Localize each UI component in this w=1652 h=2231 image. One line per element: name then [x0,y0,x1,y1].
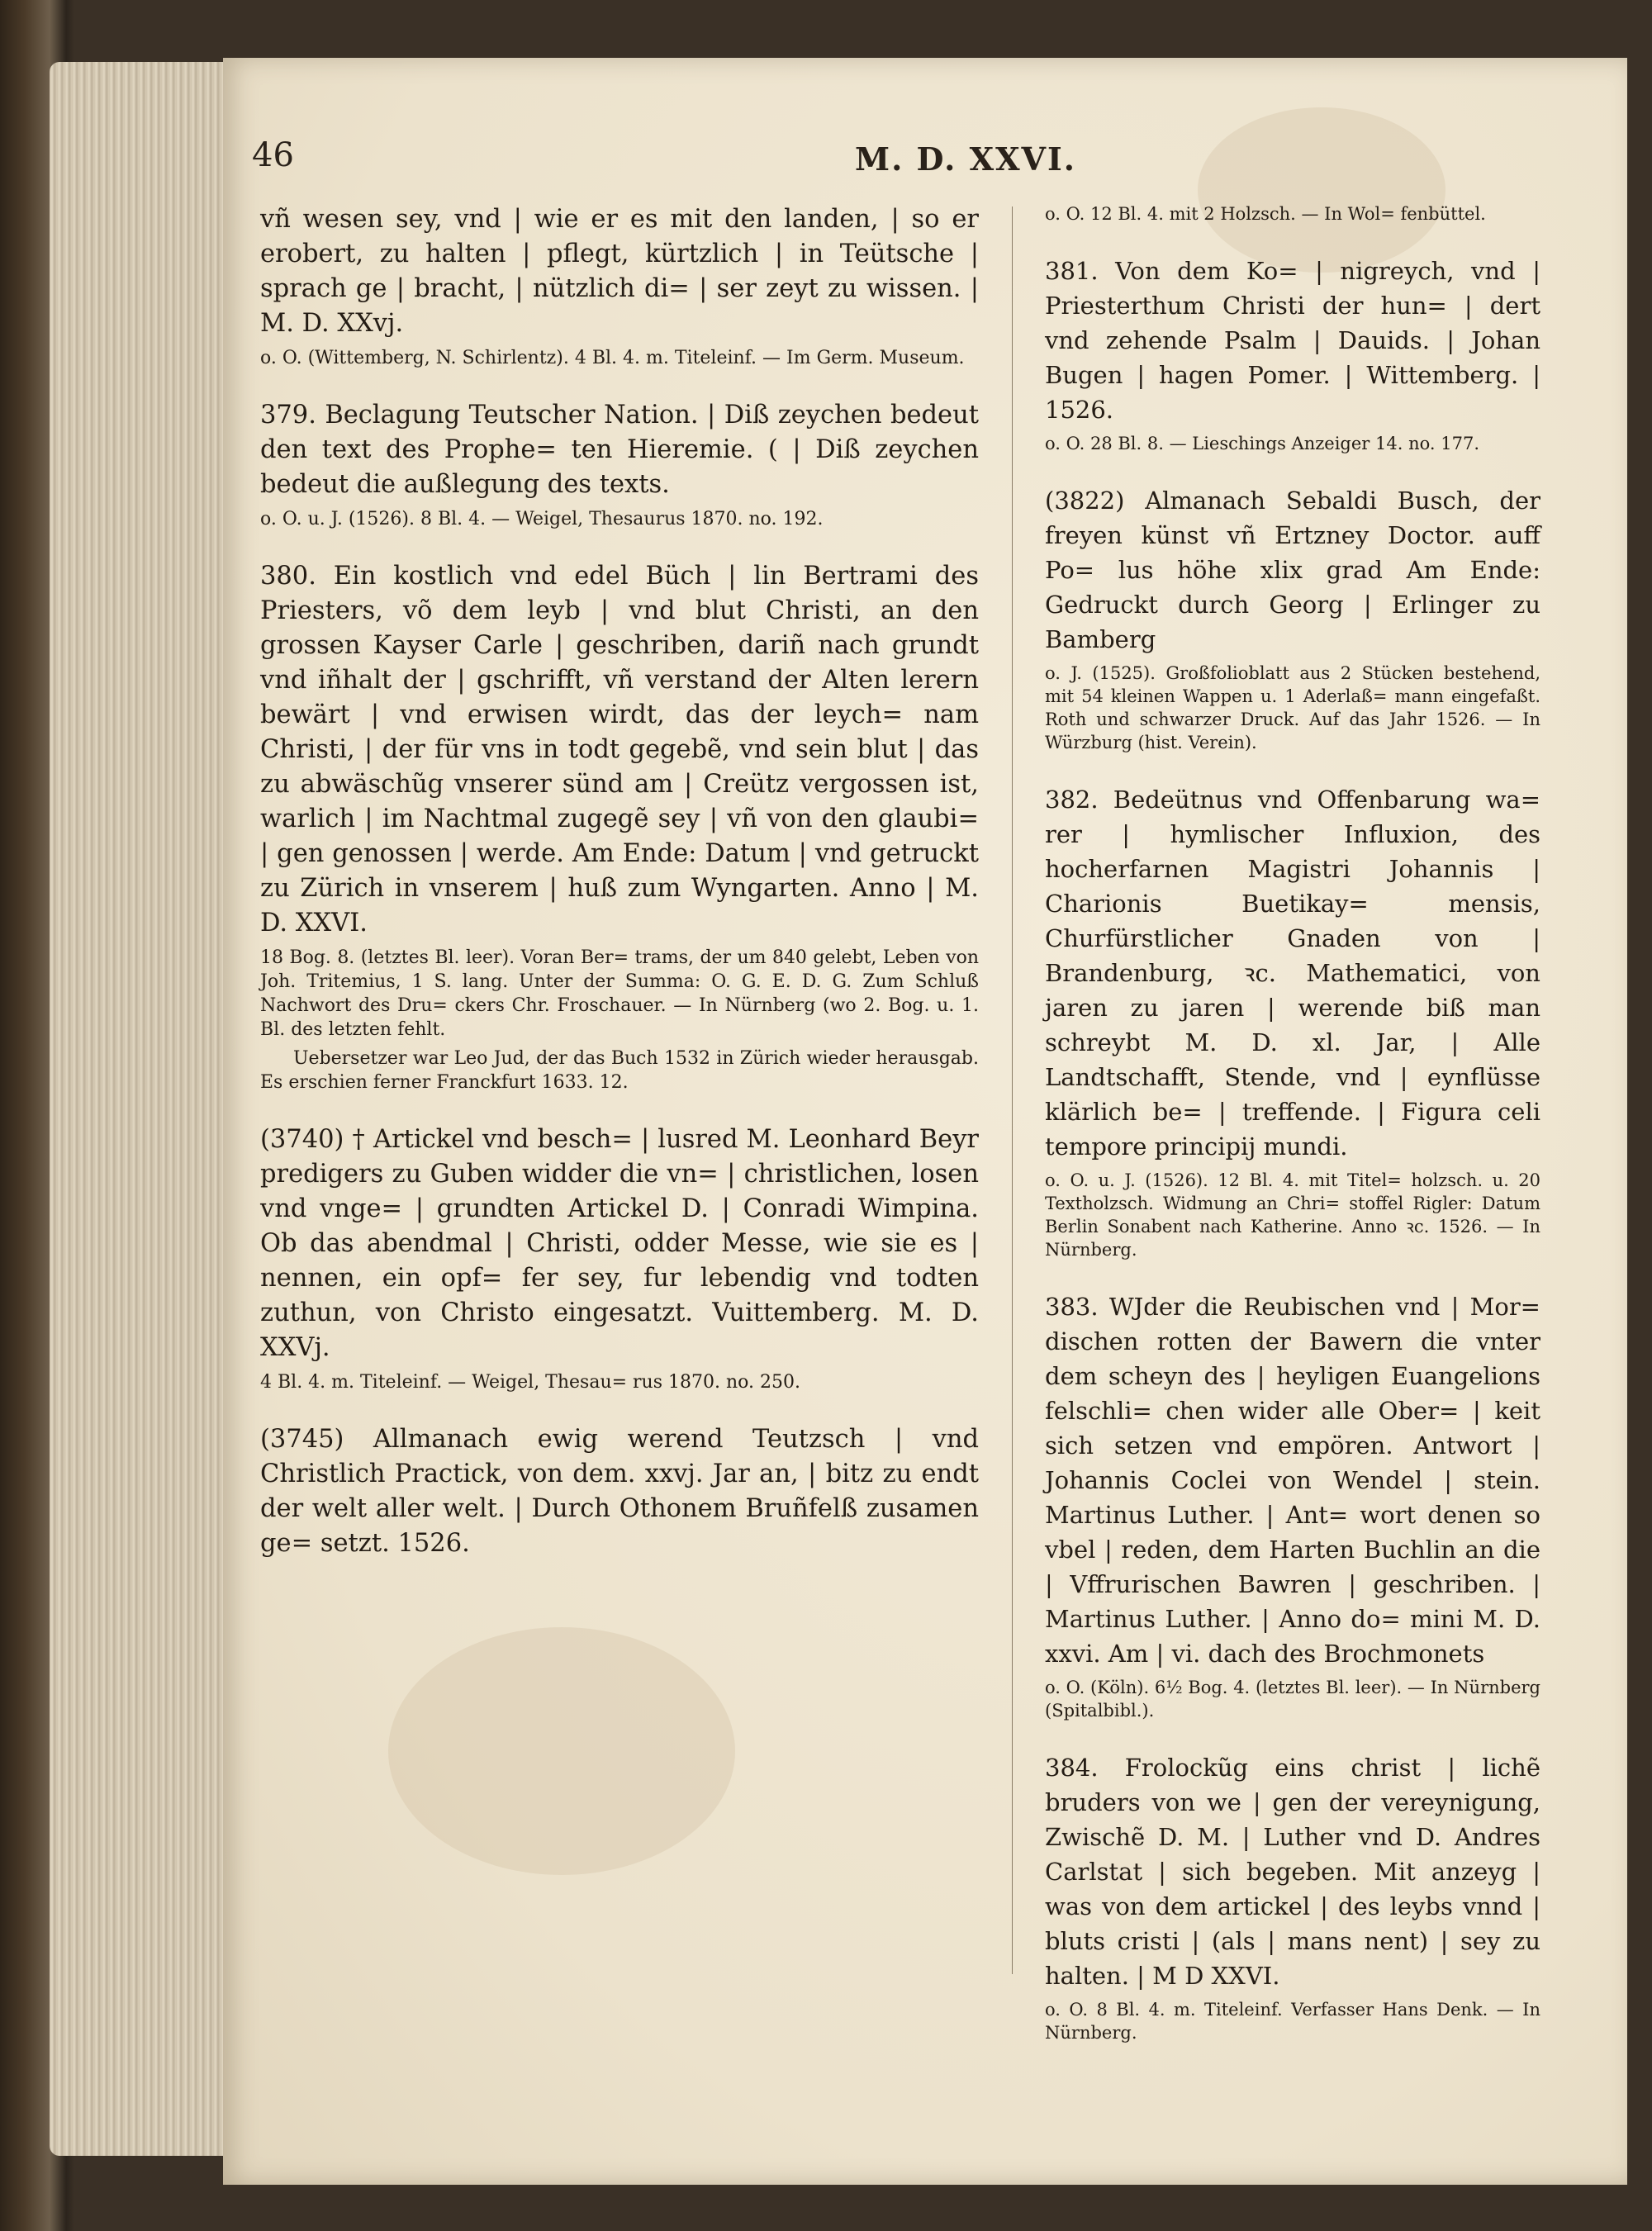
entry [1045,782,1540,1261]
entry-text: vñ wesen sey, vnd | wie er es mit den landen, | so er erobert, zu halten | pflegt, kürtzlich | in Teütsche | sprach ge | bracht, | nützlich di= | ser zeyt zu wissen. | M. D. XXvj. [260,205,979,338]
entry [1045,1289,1540,1722]
entry-note: o. J. (1525). Großfolioblatt aus 2 Stücken bestehend, mit 54 kleinen Wappen u. 1 Aderlaß= mann eingefaßt. Roth und schwarzer Druck. Auf das Jahr 1526. — In Würzburg (hist. Verein). [1045,663,1540,752]
entry [260,202,979,370]
page-edges [50,62,223,2156]
running-head: M. D. XXVI. [855,140,1077,178]
entry-note: o. O. u. J. (1526). 8 Bl. 4. — Weigel, Thesaurus 1870. no. 192. [260,509,824,529]
left-column [260,202,979,1589]
entry [1045,202,1540,225]
entry [260,1422,979,1561]
entry-note: o. O. u. J. (1526). 12 Bl. 4. mit Titel= holzsch. u. 20 Textholzsch. Widmung an Chri= stoffel Rigler: Datum Berlin Sonabent nach Katherine. Anno ꝛc. 1526. — In Nürnberg. [1045,1170,1540,1260]
entry [1045,1750,1540,2044]
entry-note: o. O. 28 Bl. 8. — Lieschings Anzeiger 14. no. 177. [1045,434,1479,453]
entry-text: (3822) Almanach Sebaldi Busch, der freyen künst vñ Ertzney Doctor. auff Po= lus höhe xlix grad Am Ende: Gedruckt durch Georg | Erlinger zu Bamberg [1045,487,1540,653]
page-header [252,136,1491,194]
entry-text: (3745) Allmanach ewig werend Teutzsch | vnd Christlich Practick, von dem. xxvj. Jar an, | bitz zu endt der welt aller welt. | Durch Othonem Bruñfelß zusamen ge= setzt. 1526. [260,1425,979,1558]
entry-text: 382. Bedeütnus vnd Offenbarung wa= rer | hymlischer Influxion, des hocherfarnen Magistri Johannis | Charionis Buetikay= mensis, Churfürstlicher Gnaden von | Brandenburg, ꝛc. Mathematici, von jaren zu jaren | werende biß man schreybt M. D. xl. Jar, | Alle Landtschafft, Stende, vnd | eynflüsse klärlich be= | treffende. | Figura celi tempore principij mundi. [1045,786,1540,1161]
entry-text: 383. WJder die Reubischen vnd | Mor= dischen rotten der Bawern die vnter dem scheyn des | heyligen Euangelions felschli= chen wider alle Ober= | keit sich setzen vnd empören. Antwort | Johannis Coclei von Wendel | stein. Martinus Luther. | Ant= wort denen so vbel | reden, dem Harten Buchlin an die | Vffrurischen Bawren | geschriben. | Martinus Luther. | Anno do= mini M. D. xxvi. Am | vi. dach des Brochmonets [1045,1293,1540,1668]
entry [1045,483,1540,754]
entry-note: o. O. (Köln). 6½ Bog. 4. (letztes Bl. leer). — In Nürnberg (Spitalbibl.). [1045,1678,1540,1721]
right-column [1045,202,1540,2072]
entry-remark: Uebersetzer war Leo Jud, der das Buch 1532 in Zürich wieder herausgab. Es erschien ferner Franckfurt 1633. 12. [260,1048,979,1093]
page-number: 46 [252,136,294,174]
entry-text: (3740) † Artickel vnd besch= | lusred M. Leonhard Beyr predigers zu Guben widder die vn= | christlichen, losen vnd vnge= | grundten Artickel D. | Conradi Wimpina. Ob das abendmal | Christi, odder Messe, wie sie es | nennen, ein opf= fer sey, fur lebendig vnd todten zuthun, von Christo eingesatzt. Vuittemberg. M. D. XXVj. [260,1125,979,1362]
column-divider [1012,206,1013,1974]
entry-text: 384. Frolockũg eins christ | lichẽ bruders von we | gen der vereynigung, Zwischẽ D. M. | Luther vnd D. Andres Carlstat | sich begeben. Mit anzeyg | was von dem artickel | des leybs vnnd | bluts cristi | (als | mans nent) | sey zu halten. | M D XXVI. [1045,1754,1540,1990]
entry-note: 18 Bog. 8. (letztes Bl. leer). Voran Ber= trams, der um 840 gelebt, Leben von Joh. Tritemius, 1 S. lang. Unter der Summa: O. G. E. D. G. Zum Schluß Nachwort des Dru= ckers Chr. Froschauer. — In Nürnberg (wo 2. Bog. u. 1. Bl. des letzten fehlt. [260,947,979,1040]
entry-note: o. O. 12 Bl. 4. mit 2 Holzsch. — In Wol= fenbüttel. [1045,204,1486,224]
paper-stain [388,1627,735,1875]
entry-note: 4 Bl. 4. m. Titeleinf. — Weigel, Thesau= rus 1870. no. 250. [260,1372,800,1393]
entry-note: o. O. (Wittemberg, N. Schirlentz). 4 Bl. 4. m. Titeleinf. — Im Germ. Museum. [260,348,965,368]
entry [260,559,979,1094]
entry-text: 381. Von dem Ko= | nigreych, vnd | Priesterthum Christi der hun= | dert vnd zehende Psalm | Dauids. | Johan Bugen | hagen Pomer. | Wittemberg. | 1526. [1045,257,1540,424]
entry-text: 380. Ein kostlich vnd edel Büch | lin Bertrami des Priesters, võ dem leyb | vnd blut Christi, an den grossen Kayser Carle | geschriben, dariñ nach grundt vnd iñhalt der | gschrifft, vñ verstand der Alten lerern bewärt | vnd erwisen wirdt, das der leych= nam Christi, | der für vns in todt gegebẽ, vnd sein blut | das zu abwäschũg vnserer sünd am | Creütz vergossen ist, warlich | im Nachtmal zugegẽ sey | vñ von den glaubi= | gen genossen | werde. Am Ende: Datum | vnd getruckt zu Zürich in vnserem | huß zum Wyngarten. Anno | M. D. XXVI. [260,562,979,937]
entry [260,398,979,531]
entry-note: o. O. 8 Bl. 4. m. Titeleinf. Verfasser Hans Denk. — In Nürnberg. [1045,2000,1540,2043]
entry [260,1123,979,1394]
entry [1045,254,1540,455]
entry-text: 379. Beclagung Teutscher Nation. | Diß zeychen bedeut den text des Prophe= ten Hieremie. ( | Diß zeychen bedeut die außlegung des texts. [260,401,979,499]
